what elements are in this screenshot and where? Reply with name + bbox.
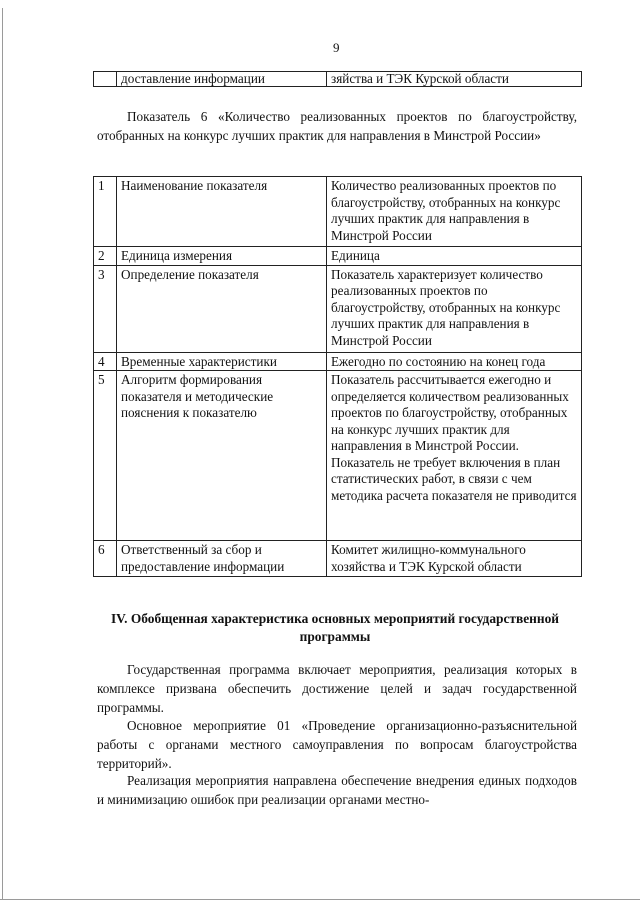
- continued-table: [93, 71, 582, 87]
- table-cell-name: доставление информации: [117, 72, 327, 87]
- row-label: Алгоритм формирования показателя и методические пояснения к показателю: [117, 371, 327, 541]
- row-label: Наименование показателя: [117, 177, 327, 247]
- row-value: Единица: [327, 247, 582, 266]
- row-number: 6: [94, 541, 117, 577]
- row-number: 4: [94, 352, 117, 371]
- row-label: Временные характеристики: [117, 352, 327, 371]
- scan-edge-bottom: [0, 899, 640, 900]
- row-label: Единица измерения: [117, 247, 327, 266]
- table-row: [94, 177, 582, 247]
- row-label: Ответственный за сбор и предоставление информации: [117, 541, 327, 577]
- row-label: Определение показателя: [117, 265, 327, 352]
- table-cell-value: зяйства и ТЭК Курской области: [327, 72, 582, 87]
- row-value-note: Показатель не требует включения в план статистических работ, в связи с чем методика расчета показателя не приводится: [331, 454, 577, 503]
- table-row: [94, 371, 582, 541]
- indicator-title: Показатель 6 «Количество реализованных проектов по благоустройству, отобранных на конкурс лучших практик для направления в Минстрой России»: [97, 109, 577, 143]
- table-row: [94, 72, 582, 87]
- row-value: Комитет жилищно-коммунального хозяйства и ТЭК Курской области: [327, 541, 582, 577]
- paragraph: Основное мероприятие 01 «Проведение организационно-разъяснительной работы с органами местного самоуправления по вопросам благоустройства территорий».: [97, 718, 577, 771]
- table-row: [94, 352, 582, 371]
- table-cell-number: [94, 72, 117, 87]
- table-row: [94, 265, 582, 352]
- row-number: 1: [94, 177, 117, 247]
- row-number: 2: [94, 247, 117, 266]
- paragraph: Государственная программа включает мероприятия, реализация которых в комплексе призвана обеспечить достижение целей и задач государственной программы.: [97, 662, 577, 715]
- row-number: 5: [94, 371, 117, 541]
- indicator-passport-table: [93, 176, 582, 577]
- scan-edge-left: [2, 8, 3, 900]
- row-value: Показатель характеризует количество реализованных проектов по благоустройству, отобранных на конкурс лучших практик для направления в Минстрой России: [327, 265, 582, 352]
- table-row: [94, 247, 582, 266]
- row-value: Количество реализованных проектов по благоустройству, отобранных на конкурс лучших практик для направления в Минстрой России: [327, 177, 582, 247]
- row-value: Показатель рассчитывается ежегодно и определяется количеством реализованных проектов по благоустройству, отобранных на конкурс лучших практик для направления в Минстрой России.: [331, 372, 569, 453]
- page-number: 9: [333, 40, 340, 55]
- row-value: Ежегодно по состоянию на конец года: [327, 352, 582, 371]
- table-row: [94, 541, 582, 577]
- row-number: 3: [94, 265, 117, 352]
- row-value-cell: [327, 371, 582, 541]
- paragraph: Реализация мероприятия направлена обеспечение внедрения единых подходов и минимизацию ошибок при реализации органами местно-: [97, 773, 577, 807]
- section-heading: IV. Обобщенная характеристика основных мероприятий государственной программы: [110, 611, 560, 644]
